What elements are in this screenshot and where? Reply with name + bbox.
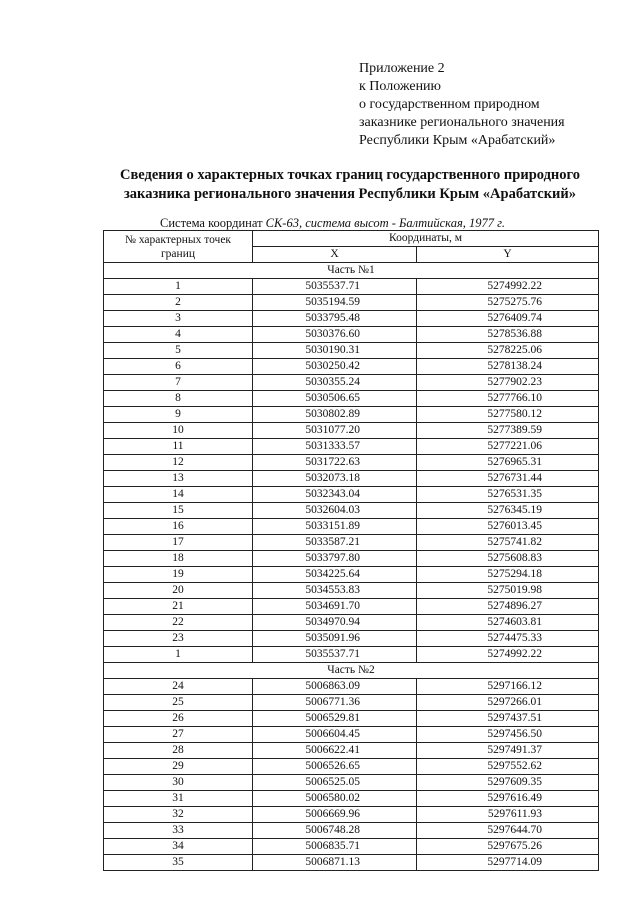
coord-y: 5297675.26 — [417, 839, 599, 855]
point-number: 23 — [104, 631, 253, 647]
point-number: 3 — [104, 311, 253, 327]
coord-y: 5278225.06 — [417, 343, 599, 359]
table-row — [104, 823, 599, 839]
coord-x: 5031333.57 — [253, 439, 417, 455]
point-number: 16 — [104, 519, 253, 535]
coord-x: 5032073.18 — [253, 471, 417, 487]
table-row — [104, 327, 599, 343]
table-row — [104, 343, 599, 359]
coord-x: 5034970.94 — [253, 615, 417, 631]
coord-x: 5034691.70 — [253, 599, 417, 615]
coord-x: 5006748.28 — [253, 823, 417, 839]
title-line-1: Сведения о характерных точках границ государственного природного — [119, 167, 581, 183]
coord-x: 5031077.20 — [253, 423, 417, 439]
point-number: 21 — [104, 599, 253, 615]
point-number: 29 — [104, 759, 253, 775]
coord-x: 5034225.64 — [253, 567, 417, 583]
table-row — [104, 423, 599, 439]
table-row — [104, 567, 599, 583]
coord-y: 5277902.23 — [417, 375, 599, 391]
table-row — [104, 679, 599, 695]
coord-y: 5276531.35 — [417, 487, 599, 503]
table-row — [104, 455, 599, 471]
point-number: 24 — [104, 679, 253, 695]
coord-y: 5297644.70 — [417, 823, 599, 839]
point-number: 11 — [104, 439, 253, 455]
coord-y: 5277221.06 — [417, 439, 599, 455]
point-number: 7 — [104, 375, 253, 391]
part-label: Часть №2 — [104, 663, 599, 679]
table-header-row — [104, 231, 599, 247]
coord-y: 5297609.35 — [417, 775, 599, 791]
coord-x: 5035537.71 — [253, 647, 417, 663]
point-number: 5 — [104, 343, 253, 359]
table-row — [104, 503, 599, 519]
coord-x: 5033587.21 — [253, 535, 417, 551]
coord-y: 5297616.49 — [417, 791, 599, 807]
point-number: 9 — [104, 407, 253, 423]
appendix-line: заказнике регионального значения — [359, 115, 565, 130]
coord-x: 5030802.89 — [253, 407, 417, 423]
appendix-line: Республики Крым «Арабатский» — [359, 133, 556, 148]
table-row — [104, 359, 599, 375]
point-number: 1 — [104, 647, 253, 663]
coord-y: 5276409.74 — [417, 311, 599, 327]
coord-y: 5274896.27 — [417, 599, 599, 615]
header-coordinates: Координаты, м — [253, 231, 599, 247]
title-line-2: заказника регионального значения Республики Крым «Арабатский» — [123, 186, 577, 202]
point-number: 12 — [104, 455, 253, 471]
coord-y: 5274992.22 — [417, 279, 599, 295]
coord-y: 5276345.19 — [417, 503, 599, 519]
table-row — [104, 791, 599, 807]
coord-y: 5297266.01 — [417, 695, 599, 711]
point-number: 20 — [104, 583, 253, 599]
coord-x: 5034553.83 — [253, 583, 417, 599]
part-row — [104, 663, 599, 679]
table-row — [104, 727, 599, 743]
coord-x: 5030376.60 — [253, 327, 417, 343]
point-number: 28 — [104, 743, 253, 759]
table-row — [104, 551, 599, 567]
coord-y: 5278536.88 — [417, 327, 599, 343]
appendix-line: Приложение 2 — [359, 61, 445, 76]
point-number: 6 — [104, 359, 253, 375]
coord-x: 5006529.81 — [253, 711, 417, 727]
coord-x: 5030355.24 — [253, 375, 417, 391]
header-y: Y — [417, 247, 599, 263]
coord-x: 5006771.36 — [253, 695, 417, 711]
part-row — [104, 263, 599, 279]
table-row — [104, 487, 599, 503]
table-row — [104, 615, 599, 631]
table-row — [104, 519, 599, 535]
coord-y: 5277580.12 — [417, 407, 599, 423]
coord-x: 5006863.09 — [253, 679, 417, 695]
coord-x: 5006526.65 — [253, 759, 417, 775]
point-number: 1 — [104, 279, 253, 295]
coord-x: 5006835.71 — [253, 839, 417, 855]
coord-x: 5006580.02 — [253, 791, 417, 807]
coord-y: 5297166.12 — [417, 679, 599, 695]
table-row — [104, 855, 599, 871]
coord-x: 5035194.59 — [253, 295, 417, 311]
appendix-note — [359, 60, 565, 150]
coord-x: 5035091.96 — [253, 631, 417, 647]
table-row — [104, 695, 599, 711]
appendix-line: о государственном природном — [359, 97, 540, 112]
header-point-line-1: № характерных точек — [124, 233, 232, 246]
table-row — [104, 775, 599, 791]
coord-y: 5297456.50 — [417, 727, 599, 743]
coord-x: 5031722.63 — [253, 455, 417, 471]
header-point-number — [104, 231, 253, 263]
appendix-line: к Положению — [359, 79, 442, 94]
table-row — [104, 471, 599, 487]
table-row — [104, 839, 599, 855]
coord-y: 5297552.62 — [417, 759, 599, 775]
coord-x: 5033797.80 — [253, 551, 417, 567]
coord-y: 5275741.82 — [417, 535, 599, 551]
coord-x: 5035537.71 — [253, 279, 417, 295]
point-number: 8 — [104, 391, 253, 407]
coord-y: 5297714.09 — [417, 855, 599, 871]
point-number: 10 — [104, 423, 253, 439]
coord-x: 5006525.05 — [253, 775, 417, 791]
header-point-line-2: границ — [160, 247, 196, 260]
point-number: 17 — [104, 535, 253, 551]
table-row — [104, 807, 599, 823]
coord-y: 5275019.98 — [417, 583, 599, 599]
table-row — [104, 311, 599, 327]
coord-system-prefix: Система координат — [160, 216, 266, 230]
coord-x: 5030190.31 — [253, 343, 417, 359]
coord-y: 5297611.93 — [417, 807, 599, 823]
table-row — [104, 439, 599, 455]
point-number: 4 — [104, 327, 253, 343]
point-number: 32 — [104, 807, 253, 823]
point-number: 33 — [104, 823, 253, 839]
coord-y: 5275608.83 — [417, 551, 599, 567]
coord-y: 5278138.24 — [417, 359, 599, 375]
boundary-points-table — [103, 230, 599, 871]
point-number: 34 — [104, 839, 253, 855]
coord-x: 5030506.65 — [253, 391, 417, 407]
coord-x: 5006604.45 — [253, 727, 417, 743]
coord-y: 5277766.10 — [417, 391, 599, 407]
point-number: 2 — [104, 295, 253, 311]
coord-x: 5006622.41 — [253, 743, 417, 759]
table-row — [104, 279, 599, 295]
point-number: 27 — [104, 727, 253, 743]
coord-x: 5032604.03 — [253, 503, 417, 519]
coord-y: 5297437.51 — [417, 711, 599, 727]
table-row — [104, 391, 599, 407]
table-row — [104, 647, 599, 663]
point-number: 14 — [104, 487, 253, 503]
coord-x: 5006871.13 — [253, 855, 417, 871]
point-number: 26 — [104, 711, 253, 727]
table-row — [104, 407, 599, 423]
table-row — [104, 583, 599, 599]
coordinate-system-caption — [160, 216, 505, 230]
coord-y: 5276013.45 — [417, 519, 599, 535]
table-row — [104, 295, 599, 311]
point-number: 18 — [104, 551, 253, 567]
coord-system-name: СК-63, система высот - Балтийская, 1977 г. — [265, 216, 505, 230]
point-number: 19 — [104, 567, 253, 583]
coord-y: 5297491.37 — [417, 743, 599, 759]
point-number: 35 — [104, 855, 253, 871]
point-number: 15 — [104, 503, 253, 519]
point-number: 30 — [104, 775, 253, 791]
coord-x: 5033795.48 — [253, 311, 417, 327]
table-row — [104, 743, 599, 759]
point-number: 25 — [104, 695, 253, 711]
table-row — [104, 375, 599, 391]
coord-y: 5276965.31 — [417, 455, 599, 471]
part-label: Часть №1 — [104, 263, 599, 279]
point-number: 31 — [104, 791, 253, 807]
table-row — [104, 535, 599, 551]
coord-y: 5275294.18 — [417, 567, 599, 583]
point-number: 22 — [104, 615, 253, 631]
coord-x: 5032343.04 — [253, 487, 417, 503]
coord-y: 5276731.44 — [417, 471, 599, 487]
coord-y: 5277389.59 — [417, 423, 599, 439]
table-row — [104, 759, 599, 775]
document-title — [60, 166, 640, 204]
table-row — [104, 631, 599, 647]
coord-x: 5030250.42 — [253, 359, 417, 375]
point-number: 13 — [104, 471, 253, 487]
table-row — [104, 599, 599, 615]
coord-y: 5274992.22 — [417, 647, 599, 663]
table-row — [104, 711, 599, 727]
coord-y: 5274603.81 — [417, 615, 599, 631]
coord-y: 5274475.33 — [417, 631, 599, 647]
coord-x: 5033151.89 — [253, 519, 417, 535]
coord-x: 5006669.96 — [253, 807, 417, 823]
header-x: X — [253, 247, 417, 263]
coord-y: 5275275.76 — [417, 295, 599, 311]
